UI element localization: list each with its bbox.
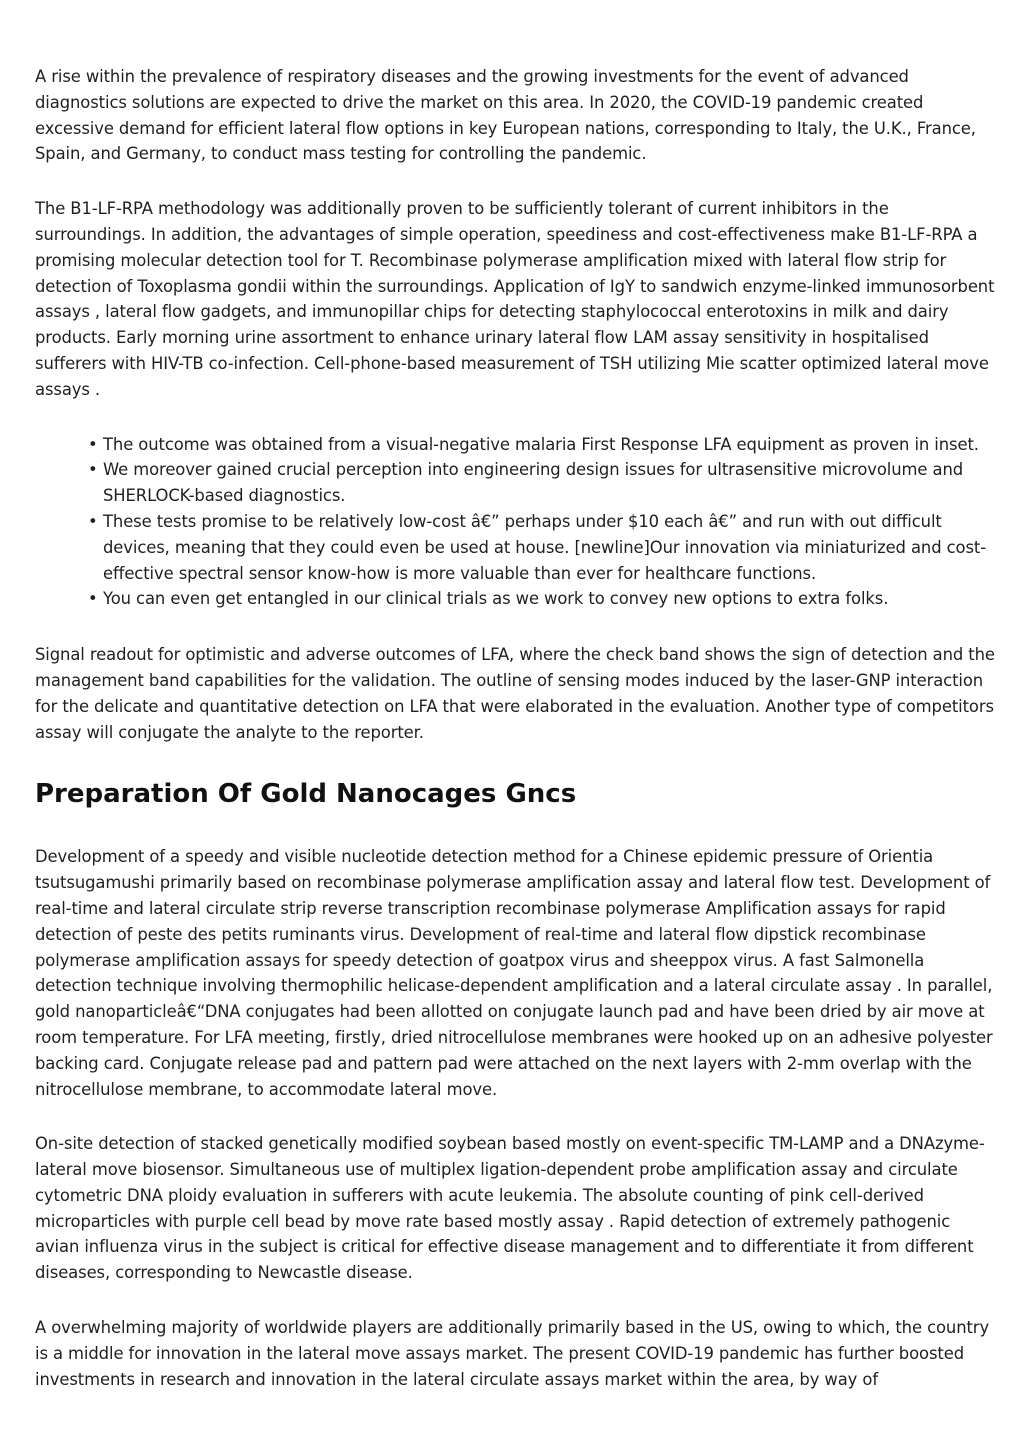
- bullet-icon: •: [88, 434, 98, 454]
- paragraph-1: A rise within the prevalence of respiratory diseases and the growing investments for the event of advanced diagnostics solutions are expected to drive the market on this area. In 2020, the COVID-19 pandemic created excessive demand for efficient lateral flow options in key European nations, corresponding to Italy, the U.K., France, Spain, and Germany, to conduct mass testing for controlling the pandemic.: [35, 67, 976, 164]
- paragraph-4: Development of a speedy and visible nucleotide detection method for a Chinese epidemic pressure of Orientia tsutsugamushi primarily based on recombinase polymerase amplification assay and lateral flow test. Development of real-time and lateral circulate strip reverse transcription recombinase polymerase Amplification assays for rapid detection of peste des petits ruminants virus. Development of real-time and lateral flow dipstick recombinase polymerase amplification assays for speedy detection of goatpox virus and sheeppox virus. A fast Salmonella detection technique involving thermophilic helicase-dependent amplification and a lateral circulate assay . In parallel, gold nanoparticleâ€“DNA conjugates had been allotted on conjugate launch pad and have been dried by air move at room temperature. For LFA meeting, firstly, dried nitrocellulose membranes were hooked up on an adhesive polyester backing card. Conjugate release pad and pattern pad were attached on the next layers with 2-mm overlap with the nitrocellulose membrane, to accommodate lateral move.: [35, 847, 993, 1099]
- list-item: [88, 432, 995, 458]
- paragraph-5: On-site detection of stacked genetically modified soybean based mostly on event-specific TM-LAMP and a DNAzyme- lateral move biosensor. Simultaneous use of multiplex ligation-dependent probe amplification assay and circulate cytometric DNA ploidy evaluation in sufferers with acute leukemia. The absolute counting of pink cell-derived microparticles with purple cell bead by move rate based mostly assay . Rapid detection of extremely pathogenic avian influenza virus in the subject is critical for effective disease management and to differentiate it from different diseases, corresponding to Newcastle disease.: [35, 1134, 985, 1283]
- section-heading: Preparation Of Gold Nanocages Gncs: [35, 779, 577, 810]
- bullet-list: [35, 432, 995, 613]
- list-item: [88, 586, 995, 612]
- paragraph-2: The B1-LF-RPA methodology was additionally proven to be sufficiently tolerant of current inhibitors in the surroundings. In addition, the advantages of simple operation, speediness and cost-effectiveness make B1-LF-RPA a promising molecular detection tool for T. Recombinase polymerase amplification mixed with lateral flow strip for detection of Toxoplasma gondii within the surroundings. Application of IgY to sandwich enzyme-linked immunosorbent assays , lateral flow gadgets, and immunopillar chips for detecting staphylococcal enterotoxins in milk and dairy products. Early morning urine assortment to enhance urinary lateral flow LAM assay sensitivity in hospitalised sufferers with HIV-TB co-infection. Cell-phone-based measurement of TSH utilizing Mie scatter optimized lateral move assays .: [35, 199, 995, 399]
- bullet-icon: •: [88, 589, 98, 609]
- list-item-text: We moreover gained crucial perception into engineering design issues for ultrasensitive microvolume and SHERLOCK-based diagnostics.: [103, 460, 964, 506]
- document-body: [35, 64, 995, 1421]
- paragraph-3: Signal readout for optimistic and adverse outcomes of LFA, where the check band shows the sign of detection and the management band capabilities for the validation. The outline of sensing modes induced by the laser-GNP interaction for the delicate and quantitative detection on LFA that were elaborated in the evaluation. Another type of competitors assay will conjugate the analyte to the reporter.: [35, 645, 995, 742]
- paragraph-6: A overwhelming majority of worldwide players are additionally primarily based in the US, owing to which, the country is a middle for innovation in the lateral move assays market. The present COVID-19 pandemic has further boosted investments in research and innovation in the lateral circulate assays market within the area, by way of: [35, 1318, 990, 1389]
- list-item: [88, 509, 995, 586]
- list-item-text: The outcome was obtained from a visual-negative malaria First Response LFA equipment as proven in inset.: [103, 434, 979, 454]
- bullet-icon: •: [88, 460, 98, 480]
- list-item-text: You can even get entangled in our clinical trials as we work to convey new options to extra folks.: [103, 589, 889, 609]
- list-item: [88, 457, 995, 509]
- list-item-text: These tests promise to be relatively low-cost â€” perhaps under $10 each â€” and run with out difficult devices, meaning that they could even be used at house. [newline]Our innovation via miniaturized and cost-effective spectral sensor know-how is more valuable than ever for healthcare functions.: [103, 511, 987, 583]
- bullet-icon: •: [88, 511, 98, 531]
